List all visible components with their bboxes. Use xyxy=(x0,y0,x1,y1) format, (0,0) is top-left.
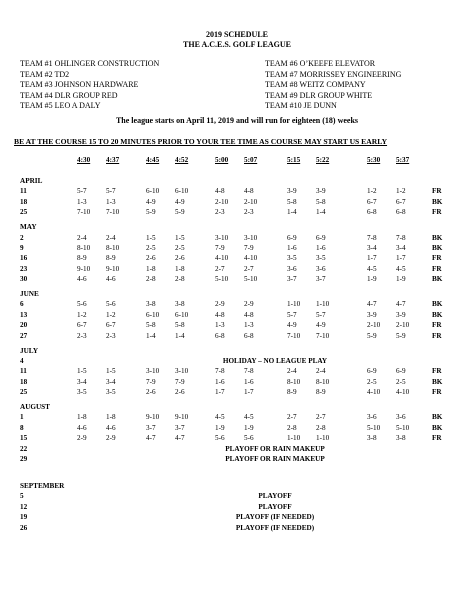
matchup-cell: 6-9 xyxy=(316,233,326,242)
day-label: 12 xyxy=(20,502,28,511)
matchup-cell: 7-8 xyxy=(215,367,225,376)
matchup-cell: 4-6 xyxy=(77,423,87,432)
matchup-cell: 2-6 xyxy=(175,388,185,397)
matchup-cell: 2-5 xyxy=(146,243,156,252)
matchup-cell: 4-9 xyxy=(175,197,185,206)
month-label: JUNE xyxy=(20,290,39,298)
matchup-cell: 5-7 xyxy=(106,187,116,196)
starting-tee: FR xyxy=(432,187,442,196)
tee-time-header: 4:37 xyxy=(106,156,120,164)
day-label: 5 xyxy=(20,492,24,501)
starting-tee: BK xyxy=(432,233,443,242)
matchup-cell: 1-10 xyxy=(316,434,330,443)
day-label: 22 xyxy=(20,444,28,453)
matchup-cell: 2-4 xyxy=(106,233,116,242)
matchup-cell: 1-7 xyxy=(215,388,225,397)
schedule-note: PLAYOFF xyxy=(258,492,292,501)
matchup-cell: 1-5 xyxy=(77,367,87,376)
matchup-cell: 9-10 xyxy=(175,413,189,422)
matchup-cell: 1-10 xyxy=(287,300,301,309)
matchup-cell: 1-2 xyxy=(367,187,377,196)
matchup-cell: 6-7 xyxy=(77,321,87,330)
day-label: 9 xyxy=(20,243,24,252)
matchup-cell: 4-10 xyxy=(396,388,410,397)
matchup-cell: 2-4 xyxy=(77,233,87,242)
matchup-cell: 2-7 xyxy=(244,264,254,273)
matchup-cell: 1-7 xyxy=(244,388,254,397)
matchup-cell: 1-9 xyxy=(396,275,406,284)
matchup-cell: 2-5 xyxy=(367,377,377,386)
matchup-cell: 6-7 xyxy=(396,197,406,206)
matchup-cell: 7-8 xyxy=(244,367,254,376)
starting-tee: FR xyxy=(432,331,442,340)
matchup-cell: 3-8 xyxy=(367,434,377,443)
month-label: JULY xyxy=(20,346,39,355)
page-subtitle: THE A.C.E.S. GOLF LEAGUE xyxy=(183,40,291,49)
page-title: 2019 SCHEDULE xyxy=(205,30,268,39)
starting-tee: FR xyxy=(432,208,442,217)
matchup-cell: 1-2 xyxy=(106,310,116,319)
starting-tee: FR xyxy=(432,367,442,376)
matchup-cell: 4-9 xyxy=(287,321,297,330)
matchup-cell: 5-8 xyxy=(175,321,185,330)
day-label: 19 xyxy=(20,513,28,522)
day-label: 29 xyxy=(20,455,28,463)
day-label: 2 xyxy=(20,233,24,242)
matchup-cell: 3-10 xyxy=(244,233,258,242)
starting-tee: BK xyxy=(432,197,443,206)
matchup-cell: 3-10 xyxy=(215,233,229,242)
matchup-cell: 2-5 xyxy=(175,243,185,252)
month-label: MAY xyxy=(20,223,37,232)
team-entry: TEAM #2 TD2 xyxy=(20,70,70,79)
matchup-cell: 5-10 xyxy=(244,275,258,284)
matchup-cell: 4-5 xyxy=(215,413,225,422)
matchup-cell: 1-4 xyxy=(287,208,297,217)
matchup-cell: 8-10 xyxy=(106,243,120,252)
day-label: 11 xyxy=(20,367,27,376)
matchup-cell: 1-3 xyxy=(215,321,225,330)
matchup-cell: 4-6 xyxy=(77,275,87,284)
matchup-cell: 7-9 xyxy=(215,243,225,252)
matchup-cell: 1-7 xyxy=(367,254,377,263)
matchup-cell: 1-2 xyxy=(396,187,406,196)
starting-tee: BK xyxy=(432,300,443,309)
matchup-cell: 8-10 xyxy=(316,377,330,386)
matchup-cell: 6-8 xyxy=(367,208,377,217)
matchup-cell: 4-10 xyxy=(215,254,229,263)
tee-time-header: 4:30 xyxy=(77,156,91,164)
matchup-cell: 7-10 xyxy=(106,208,120,217)
matchup-cell: 6-7 xyxy=(367,197,377,206)
matchup-cell: 4-9 xyxy=(316,321,326,330)
matchup-cell: 5-6 xyxy=(106,300,116,309)
matchup-cell: 3-4 xyxy=(396,243,406,252)
matchup-cell: 4-8 xyxy=(244,187,254,196)
matchup-cell: 3-6 xyxy=(287,264,297,273)
matchup-cell: 5-6 xyxy=(244,434,254,443)
matchup-cell: 4-8 xyxy=(215,187,225,196)
day-label: 25 xyxy=(20,388,28,397)
matchup-cell: 6-8 xyxy=(215,331,225,340)
day-label: 8 xyxy=(20,423,24,432)
matchup-cell: 5-8 xyxy=(316,197,326,206)
day-label: 16 xyxy=(20,254,28,263)
matchup-cell: 2-3 xyxy=(77,331,87,340)
matchup-cell: 1-4 xyxy=(175,331,185,340)
matchup-cell: 4-5 xyxy=(244,413,254,422)
day-label: 6 xyxy=(20,300,24,309)
day-label: 25 xyxy=(20,208,28,217)
tee-time-header: 5:22 xyxy=(316,156,330,164)
matchup-cell: 2-6 xyxy=(146,254,156,263)
matchup-cell: 5-7 xyxy=(287,310,297,319)
matchup-cell: 3-4 xyxy=(106,377,116,386)
matchup-cell: 8-10 xyxy=(77,243,91,252)
matchup-cell: 1-6 xyxy=(244,377,254,386)
schedule-note: HOLIDAY – NO LEAGUE PLAY xyxy=(222,356,328,365)
matchup-cell: 3-8 xyxy=(175,300,185,309)
matchup-cell: 8-9 xyxy=(77,254,87,263)
matchup-cell: 5-8 xyxy=(146,321,156,330)
matchup-cell: 3-7 xyxy=(175,423,185,432)
matchup-cell: 1-9 xyxy=(215,423,225,432)
matchup-cell: 2-3 xyxy=(106,331,116,340)
day-label: 20 xyxy=(20,321,28,330)
schedule-note: PLAYOFF xyxy=(258,502,292,511)
matchup-cell: 4-10 xyxy=(367,388,381,397)
starting-tee: BK xyxy=(432,310,443,319)
matchup-cell: 1-5 xyxy=(106,367,116,376)
arrival-warning: BE AT THE COURSE 15 TO 20 MINUTES PRIOR TO YOUR TEE TIME AS COURSE MAY START US EARLY xyxy=(14,137,388,146)
matchup-cell: 7-8 xyxy=(367,233,377,242)
day-label: 26 xyxy=(20,523,28,532)
matchup-cell: 5-6 xyxy=(77,300,87,309)
matchup-cell: 2-7 xyxy=(287,413,297,422)
month-label: AUGUST xyxy=(20,403,50,411)
starting-tee: BK xyxy=(432,413,443,422)
day-label: 1 xyxy=(20,413,24,422)
tee-time-header: 5:37 xyxy=(396,156,410,164)
matchup-cell: 1-8 xyxy=(77,413,87,422)
matchup-cell: 8-9 xyxy=(287,388,297,397)
matchup-cell: 5-6 xyxy=(215,434,225,443)
day-label: 11 xyxy=(20,187,27,196)
matchup-cell: 6-9 xyxy=(367,367,377,376)
tee-time-header: 5:07 xyxy=(244,156,258,164)
matchup-cell: 1-10 xyxy=(316,300,330,309)
matchup-cell: 9-10 xyxy=(146,413,160,422)
matchup-cell: 5-9 xyxy=(175,208,185,217)
matchup-cell: 8-9 xyxy=(316,388,326,397)
matchup-cell: 5-7 xyxy=(77,187,87,196)
matchup-cell: 4-6 xyxy=(106,275,116,284)
team-entry: TEAM #4 DLR GROUP RED xyxy=(20,91,118,100)
day-label: 4 xyxy=(20,356,24,365)
matchup-cell: 3-7 xyxy=(316,275,326,284)
matchup-cell: 2-10 xyxy=(215,197,229,206)
schedule-note: PLAYOFF OR RAIN MAKEUP xyxy=(225,455,325,463)
matchup-cell: 3-5 xyxy=(106,388,116,397)
matchup-cell: 3-5 xyxy=(287,254,297,263)
starting-tee: BK xyxy=(432,243,443,252)
matchup-cell: 2-5 xyxy=(396,377,406,386)
team-entry: TEAM #9 DLR GROUP WHITE xyxy=(265,91,373,100)
matchup-cell: 1-5 xyxy=(175,233,185,242)
matchup-cell: 3-8 xyxy=(146,300,156,309)
matchup-cell: 7-10 xyxy=(287,331,301,340)
league-start-notice: The league starts on April 11, 2019 and will run for eighteen (18) weeks xyxy=(115,116,359,125)
matchup-cell: 5-10 xyxy=(215,275,229,284)
matchup-cell: 6-8 xyxy=(244,331,254,340)
matchup-cell: 2-4 xyxy=(316,367,326,376)
team-entry: TEAM #10 JE DUNN xyxy=(265,101,337,110)
matchup-cell: 4-7 xyxy=(175,434,185,443)
matchup-cell: 4-5 xyxy=(367,264,377,273)
matchup-cell: 6-9 xyxy=(287,233,297,242)
matchup-cell: 6-10 xyxy=(146,310,160,319)
matchup-cell: 3-9 xyxy=(367,310,377,319)
matchup-cell: 1-3 xyxy=(106,197,116,206)
matchup-cell: 5-10 xyxy=(367,423,381,432)
matchup-cell: 3-4 xyxy=(77,377,87,386)
matchup-cell: 3-10 xyxy=(175,367,189,376)
matchup-cell: 3-8 xyxy=(396,434,406,443)
day-label: 27 xyxy=(20,331,28,340)
matchup-cell: 1-4 xyxy=(146,331,156,340)
matchup-cell: 4-8 xyxy=(244,310,254,319)
matchup-cell: 1-6 xyxy=(287,243,297,252)
starting-tee: FR xyxy=(432,388,442,397)
matchup-cell: 1-6 xyxy=(316,243,326,252)
tee-time-header: 5:15 xyxy=(287,156,301,164)
matchup-cell: 7-9 xyxy=(146,377,156,386)
matchup-cell: 4-7 xyxy=(396,300,406,309)
matchup-cell: 5-9 xyxy=(396,331,406,340)
matchup-cell: 3-9 xyxy=(287,187,297,196)
matchup-cell: 3-9 xyxy=(316,187,326,196)
team-entry: TEAM #6 O’KEEFE ELEVATOR xyxy=(265,59,376,68)
matchup-cell: 2-7 xyxy=(316,413,326,422)
matchup-cell: 9-10 xyxy=(77,264,91,273)
day-label: 23 xyxy=(20,264,28,273)
matchup-cell: 4-7 xyxy=(367,300,377,309)
matchup-cell: 3-5 xyxy=(316,254,326,263)
matchup-cell: 2-9 xyxy=(215,300,225,309)
matchup-cell: 2-10 xyxy=(367,321,381,330)
matchup-cell: 3-9 xyxy=(396,310,406,319)
day-label: 13 xyxy=(20,310,28,319)
matchup-cell: 1-8 xyxy=(106,413,116,422)
matchup-cell: 1-8 xyxy=(175,264,185,273)
schedule-note: PLAYOFF (IF NEEDED) xyxy=(235,523,315,532)
matchup-cell: 3-6 xyxy=(396,413,406,422)
team-entry: TEAM #1 OHLINGER CONSTRUCTION xyxy=(20,59,160,68)
matchup-cell: 2-6 xyxy=(146,388,156,397)
matchup-cell: 1-3 xyxy=(77,197,87,206)
matchup-cell: 2-4 xyxy=(287,367,297,376)
starting-tee: FR xyxy=(432,321,442,330)
matchup-cell: 2-9 xyxy=(244,300,254,309)
schedule-note: PLAYOFF OR RAIN MAKEUP xyxy=(225,444,325,453)
matchup-cell: 8-10 xyxy=(287,377,301,386)
month-label: APRIL xyxy=(20,177,43,185)
matchup-cell: 6-7 xyxy=(106,321,116,330)
matchup-cell: 4-10 xyxy=(244,254,258,263)
team-entry: TEAM #5 LEO A DALY xyxy=(20,101,101,110)
starting-tee: BK xyxy=(432,377,443,386)
matchup-cell: 1-2 xyxy=(77,310,87,319)
matchup-cell: 2-10 xyxy=(396,321,410,330)
matchup-cell: 3-6 xyxy=(367,413,377,422)
month-label: SEPTEMBER xyxy=(20,481,65,490)
matchup-cell: 1-8 xyxy=(146,264,156,273)
matchup-cell: 1-10 xyxy=(287,434,301,443)
team-entry: TEAM #3 JOHNSON HARDWARE xyxy=(20,80,139,89)
matchup-cell: 6-9 xyxy=(396,367,406,376)
matchup-cell: 7-9 xyxy=(175,377,185,386)
matchup-cell: 2-6 xyxy=(175,254,185,263)
matchup-cell: 4-8 xyxy=(215,310,225,319)
starting-tee: FR xyxy=(432,254,442,263)
day-label: 18 xyxy=(20,377,28,386)
matchup-cell: 3-6 xyxy=(316,264,326,273)
starting-tee: FR xyxy=(432,434,442,443)
matchup-cell: 3-7 xyxy=(146,423,156,432)
day-label: 30 xyxy=(20,275,28,284)
matchup-cell: 3-5 xyxy=(77,388,87,397)
tee-time-header: 4:52 xyxy=(175,156,189,164)
matchup-cell: 9-10 xyxy=(106,264,120,273)
matchup-cell: 7-10 xyxy=(316,331,330,340)
matchup-cell: 1-3 xyxy=(244,321,254,330)
tee-time-header: 4:45 xyxy=(146,156,160,164)
matchup-cell: 8-9 xyxy=(106,254,116,263)
matchup-cell: 3-4 xyxy=(367,243,377,252)
matchup-cell: 6-10 xyxy=(175,310,189,319)
matchup-cell: 4-9 xyxy=(146,197,156,206)
matchup-cell: 5-8 xyxy=(287,197,297,206)
matchup-cell: 1-7 xyxy=(396,254,406,263)
starting-tee: BK xyxy=(432,423,443,432)
schedule-note: PLAYOFF (IF NEEDED) xyxy=(235,513,315,522)
matchup-cell: 2-10 xyxy=(244,197,258,206)
tee-time-header: 5:30 xyxy=(367,156,381,164)
matchup-cell: 5-10 xyxy=(396,423,410,432)
matchup-cell: 4-5 xyxy=(396,264,406,273)
matchup-cell: 1-9 xyxy=(367,275,377,284)
matchup-cell: 2-9 xyxy=(106,434,116,443)
matchup-cell: 3-10 xyxy=(146,367,160,376)
matchup-cell: 2-8 xyxy=(287,423,297,432)
matchup-cell: 5-9 xyxy=(146,208,156,217)
matchup-cell: 2-9 xyxy=(77,434,87,443)
matchup-cell: 6-8 xyxy=(396,208,406,217)
matchup-cell: 1-9 xyxy=(244,423,254,432)
matchup-cell: 1-6 xyxy=(215,377,225,386)
matchup-cell: 1-4 xyxy=(316,208,326,217)
matchup-cell: 7-10 xyxy=(77,208,91,217)
matchup-cell: 2-3 xyxy=(215,208,225,217)
day-label: 18 xyxy=(20,197,28,206)
matchup-cell: 1-5 xyxy=(146,233,156,242)
matchup-cell: 2-8 xyxy=(316,423,326,432)
tee-time-header: 5:00 xyxy=(215,156,229,164)
team-entry: TEAM #8 WEITZ COMPANY xyxy=(265,80,366,89)
matchup-cell: 2-3 xyxy=(244,208,254,217)
matchup-cell: 5-9 xyxy=(367,331,377,340)
matchup-cell: 7-9 xyxy=(244,243,254,252)
matchup-cell: 2-8 xyxy=(175,275,185,284)
matchup-cell: 2-8 xyxy=(146,275,156,284)
starting-tee: FR xyxy=(432,264,442,273)
matchup-cell: 4-6 xyxy=(106,423,116,432)
day-label: 15 xyxy=(20,434,28,443)
matchup-cell: 2-7 xyxy=(215,264,225,273)
team-entry: TEAM #7 MORRISSEY ENGINEERING xyxy=(265,70,402,79)
starting-tee: BK xyxy=(432,275,443,284)
matchup-cell: 3-7 xyxy=(287,275,297,284)
matchup-cell: 4-7 xyxy=(146,434,156,443)
matchup-cell: 6-10 xyxy=(146,187,160,196)
matchup-cell: 7-8 xyxy=(396,233,406,242)
matchup-cell: 5-7 xyxy=(316,310,326,319)
matchup-cell: 6-10 xyxy=(175,187,189,196)
